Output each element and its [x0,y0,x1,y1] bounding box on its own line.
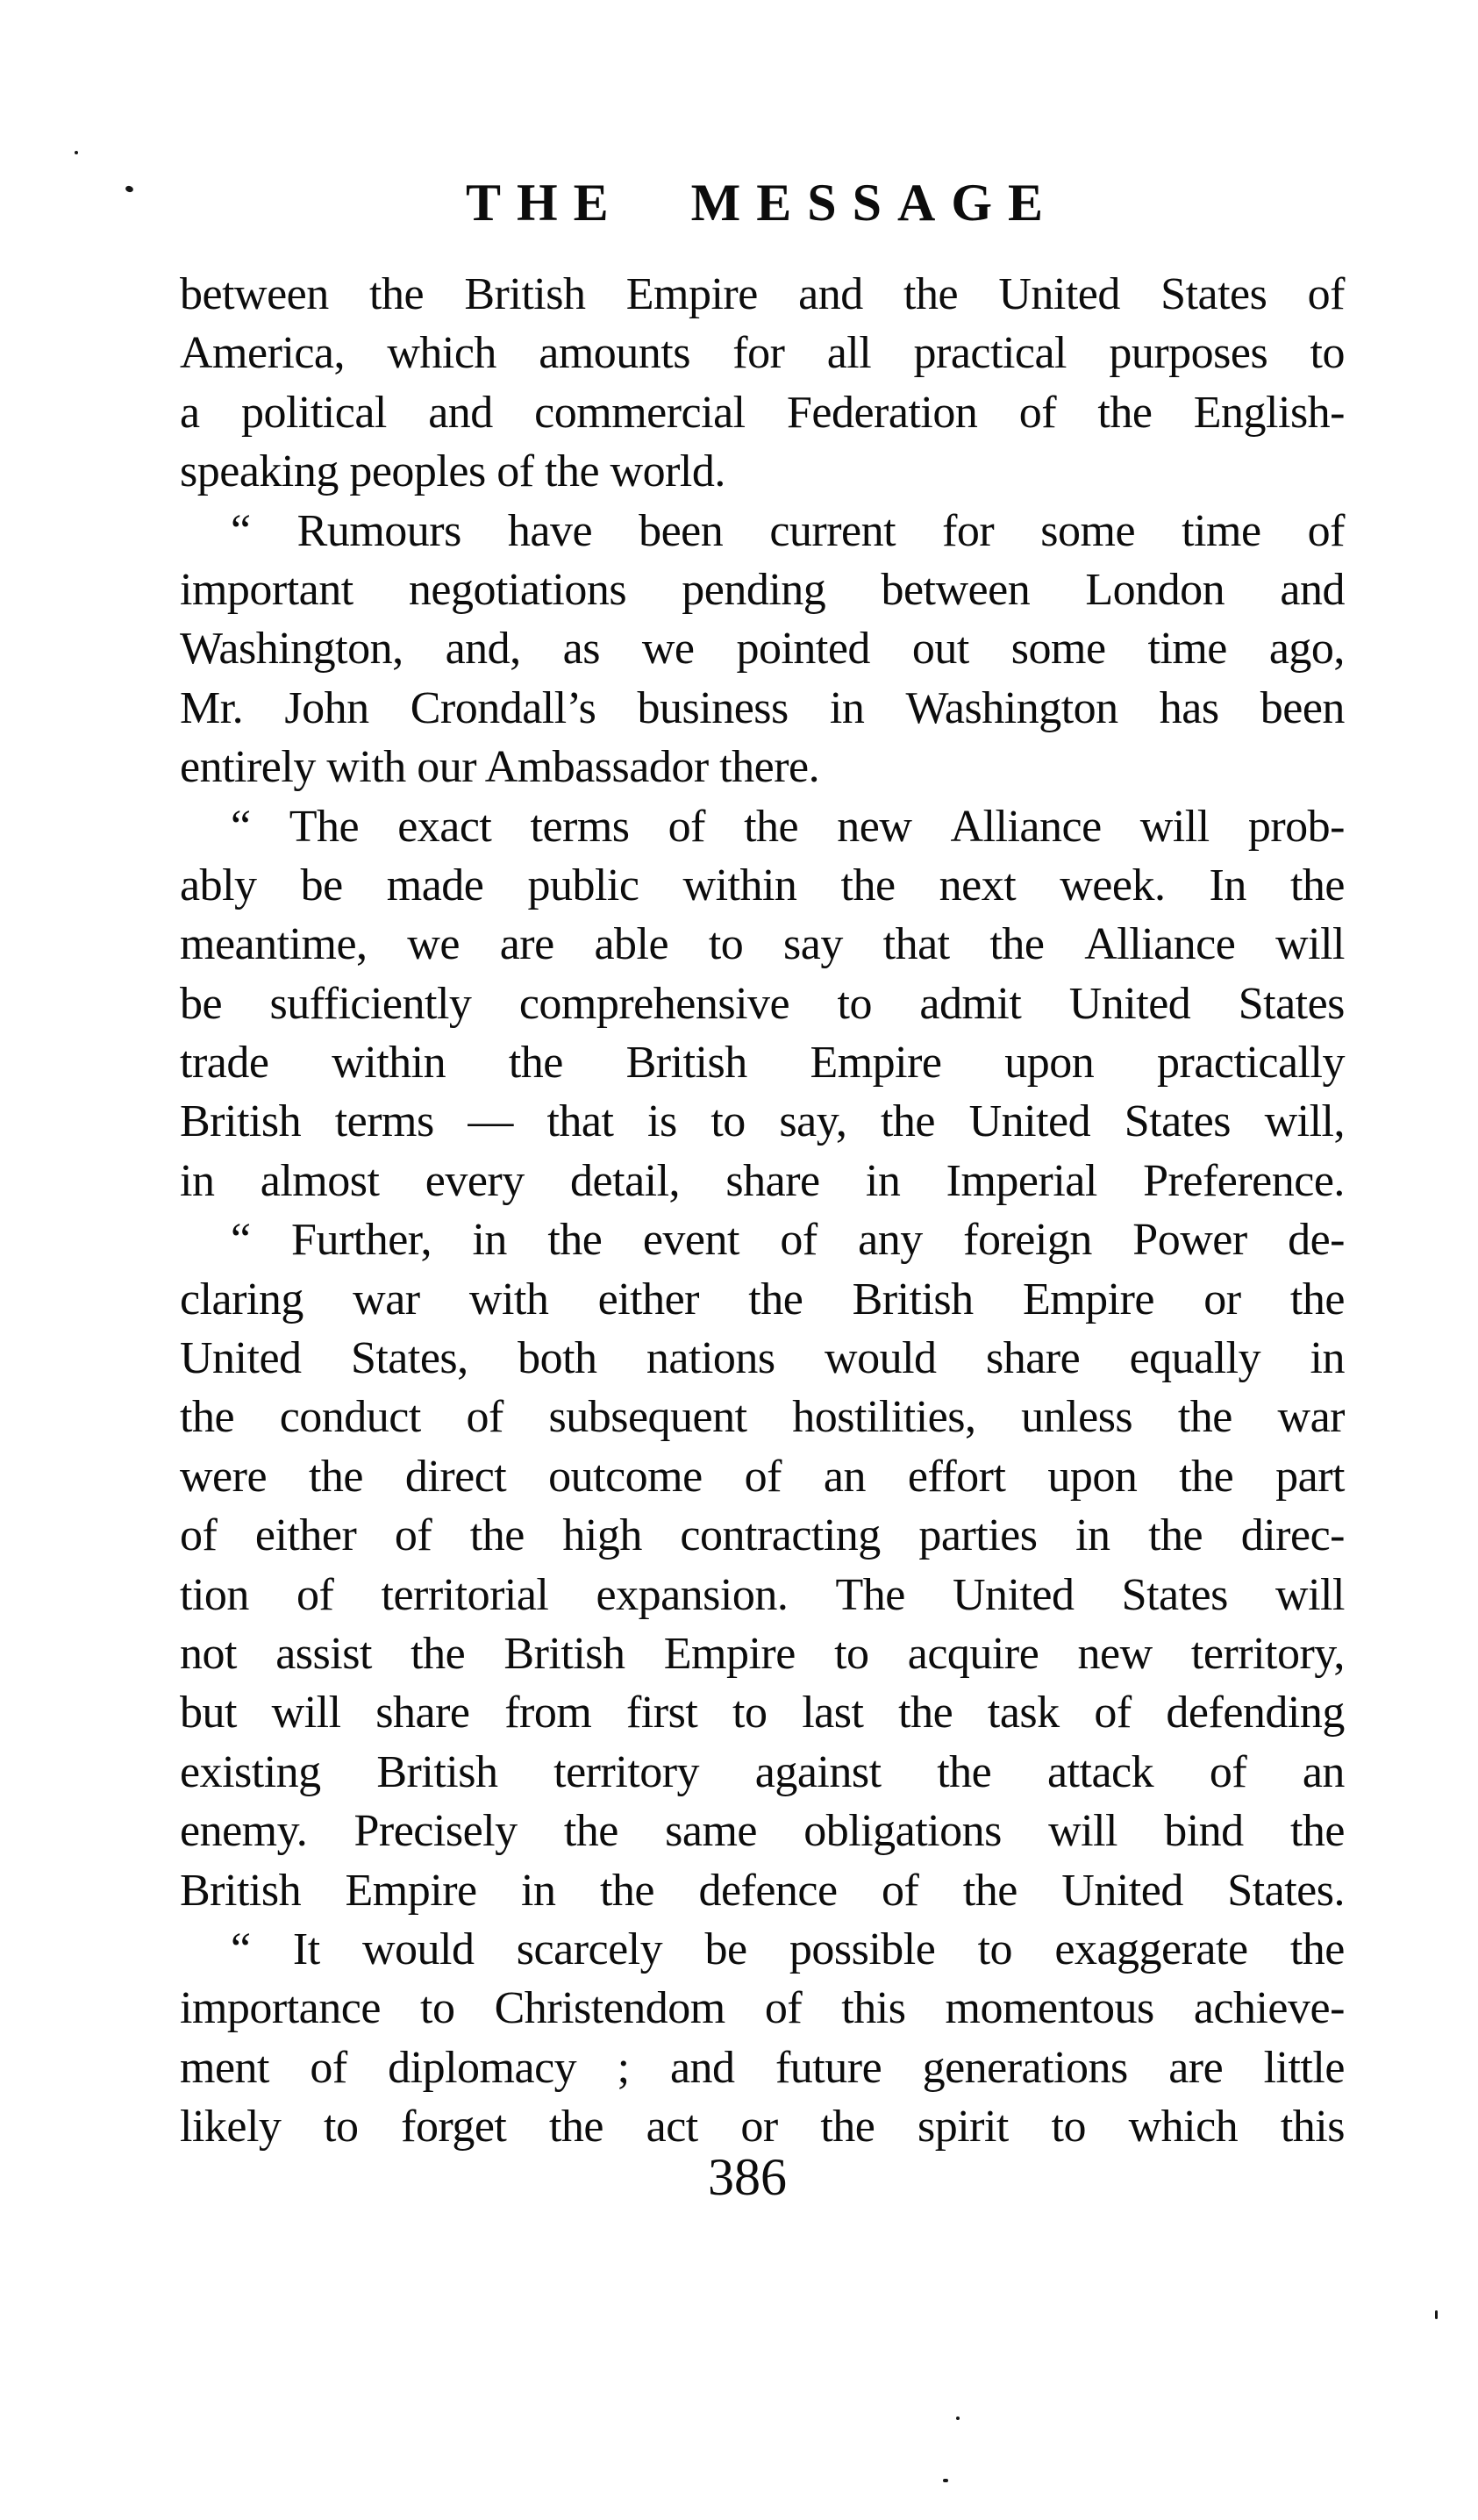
text-line: a political and commercial Federation of the English- [180,387,1345,438]
ink-speck [956,2416,960,2420]
text-line: trade within the British Empire upon practically [180,1038,1345,1089]
ink-speck [1435,2310,1438,2319]
text-line: likely to forget the act or the spirit to which this [180,2102,1345,2152]
text-line: not assist the British Empire to acquire new territory, [180,1628,1345,1679]
text-line: United States, both nations would share equally in [180,1333,1345,1384]
text-line: “ Rumours have been current for some time of [231,505,1345,556]
page-title: THE MESSAGE [465,174,1060,232]
text-line: “ The exact terms of the new Alliance will prob- [231,801,1345,852]
page-text [180,265,1345,2157]
text-line: America, which amounts for all practical purposes to [180,328,1345,379]
paragraph [180,502,1345,797]
paragraph [180,797,1345,1211]
text-line: British terms — that is to say, the United States will, [180,1096,1345,1147]
text-line: ment of diplomacy ; and future generations are little [180,2042,1345,2093]
text-line: entirely with our Ambassador there. [180,742,820,793]
text-line: of either of the high contracting parties in the direc- [180,1510,1345,1561]
text-line: in almost every detail, share in Imperial Preference. [180,1155,1345,1206]
ink-speck [943,2479,948,2482]
text-line: tion of territorial expansion. The United States will [180,1569,1345,1620]
text-line: be sufficiently comprehensive to admit United States [180,978,1345,1029]
paragraph [180,1920,1345,2157]
ink-speck [75,151,78,154]
text-line: British Empire in the defence of the United States. [180,1865,1345,1916]
text-line: Mr. John Crondall’s business in Washington has been [180,682,1345,733]
text-line: enemy. Precisely the same obligations will bind the [180,1806,1345,1857]
text-line: the conduct of subsequent hostilities, unless the war [180,1392,1345,1443]
text-line: but will share from first to last the task of defending [180,1688,1345,1738]
paragraph [180,1210,1345,1920]
page-number: 386 [708,2148,787,2206]
text-line: importance to Christendom of this momentous achieve- [180,1983,1345,2034]
paragraph [180,265,1345,502]
text-line: meantime, we are able to say that the Alliance will [180,919,1345,970]
text-line: “ It would scarcely be possible to exaggerate the [231,1924,1345,1974]
text-line: Washington, and, as we pointed out some time ago, [180,624,1345,675]
ink-speck [125,185,134,194]
text-line: between the British Empire and the United States of [180,269,1345,319]
text-line: were the direct outcome of an effort upon the part [180,1451,1345,1502]
text-line: ably be made public within the next week. In the [180,860,1345,910]
text-line: important negotiations pending between London and [180,564,1345,615]
text-line: existing British territory against the attack of an [180,1746,1345,1797]
text-line: speaking peoples of the world. [180,446,725,497]
text-line: claring war with either the British Empire or the [180,1274,1345,1324]
text-line: “ Further, in the event of any foreign Power de- [231,1215,1345,1266]
